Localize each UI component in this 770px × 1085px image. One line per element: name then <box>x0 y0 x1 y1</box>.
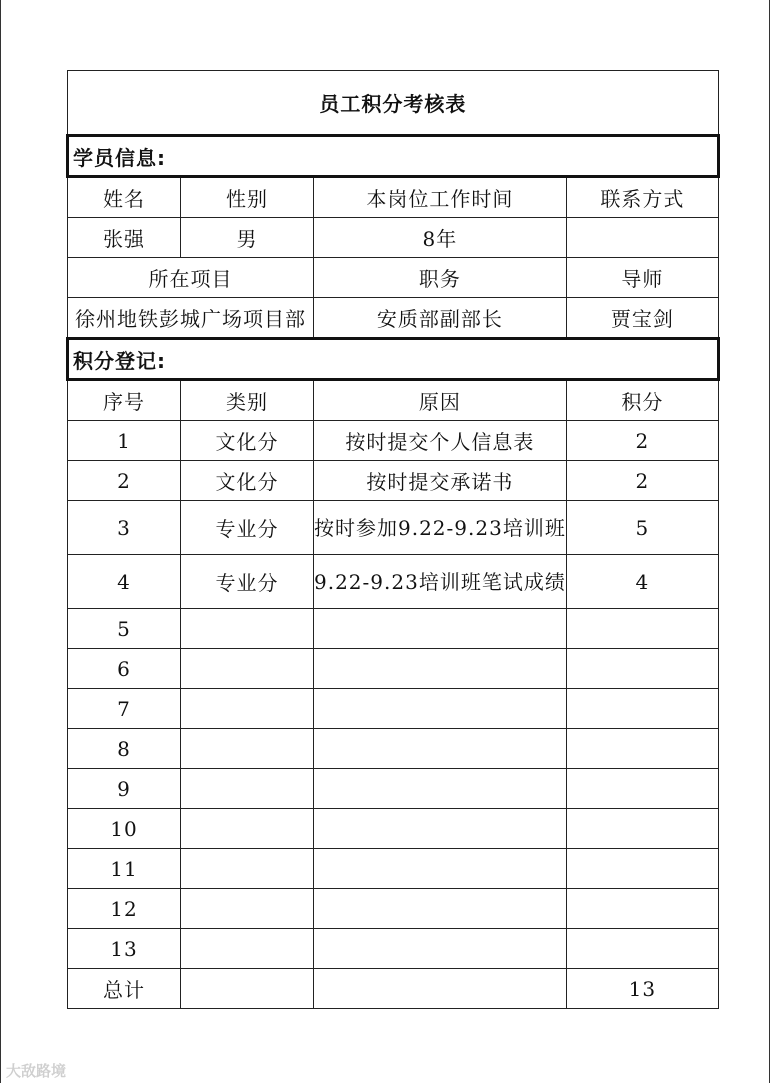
row-no: 6 <box>68 649 181 689</box>
table-row <box>68 889 719 929</box>
table-row <box>68 421 719 461</box>
row-points <box>566 689 718 729</box>
row-points <box>566 609 718 649</box>
watermark-logo: 大敌路境 <box>6 1062 67 1080</box>
table-row <box>68 555 719 609</box>
row-category: 文化分 <box>181 461 314 501</box>
row-category <box>181 769 314 809</box>
table-row <box>68 769 719 809</box>
row-no: 4 <box>68 555 181 609</box>
row-points <box>566 729 718 769</box>
row-points: 2 <box>566 421 718 461</box>
total-row <box>68 969 719 1009</box>
row-no: 5 <box>68 609 181 649</box>
row-category <box>181 849 314 889</box>
total-empty-cell <box>314 969 567 1009</box>
row-no: 1 <box>68 421 181 461</box>
row-reason <box>314 689 567 729</box>
row-reason: 按时参加9.22-9.23培训班 <box>314 501 567 555</box>
row-no: 11 <box>68 849 181 889</box>
row-reason <box>314 609 567 649</box>
row-reason <box>314 889 567 929</box>
total-value: 13 <box>566 969 718 1009</box>
header-reason: 原因 <box>314 380 567 421</box>
header-category: 类别 <box>181 380 314 421</box>
value-position: 安质部副部长 <box>314 298 567 339</box>
row-reason: 按时提交承诺书 <box>314 461 567 501</box>
row-points <box>566 889 718 929</box>
row-points <box>566 649 718 689</box>
row-category <box>181 649 314 689</box>
row-reason <box>314 729 567 769</box>
value-contact <box>566 218 718 258</box>
row-reason <box>314 929 567 969</box>
value-project: 徐州地铁彭城广场项目部 <box>68 298 314 339</box>
row-category <box>181 689 314 729</box>
value-years: 8年 <box>314 218 567 258</box>
header-position: 职务 <box>314 258 567 298</box>
row-reason: 按时提交个人信息表 <box>314 421 567 461</box>
row-no: 3 <box>68 501 181 555</box>
total-label: 总计 <box>68 969 181 1009</box>
row-points: 4 <box>566 555 718 609</box>
row-category <box>181 729 314 769</box>
row-points <box>566 849 718 889</box>
row-category <box>181 809 314 849</box>
header-name: 姓名 <box>68 177 181 218</box>
table-row <box>68 649 719 689</box>
row-points: 5 <box>566 501 718 555</box>
table-row <box>68 609 719 649</box>
row-points <box>566 769 718 809</box>
total-empty-cell <box>181 969 314 1009</box>
header-no: 序号 <box>68 380 181 421</box>
header-gender: 性别 <box>181 177 314 218</box>
row-points <box>566 809 718 849</box>
table-row <box>68 461 719 501</box>
section-student-info: 学员信息: <box>68 136 719 177</box>
score-sheet <box>66 70 720 1009</box>
header-years: 本岗位工作时间 <box>314 177 567 218</box>
row-category <box>181 889 314 929</box>
header-mentor: 导师 <box>566 258 718 298</box>
value-mentor: 贾宝剑 <box>566 298 718 339</box>
row-reason: 9.22-9.23培训班笔试成绩 <box>314 555 567 609</box>
row-category: 专业分 <box>181 501 314 555</box>
row-category: 专业分 <box>181 555 314 609</box>
table-row <box>68 849 719 889</box>
row-no: 8 <box>68 729 181 769</box>
table-row <box>68 929 719 969</box>
table-row <box>68 809 719 849</box>
table-row <box>68 729 719 769</box>
row-points: 2 <box>566 461 718 501</box>
table-row <box>68 501 719 555</box>
row-points <box>566 929 718 969</box>
value-name: 张强 <box>68 218 181 258</box>
row-category <box>181 609 314 649</box>
row-no: 9 <box>68 769 181 809</box>
header-project: 所在项目 <box>68 258 314 298</box>
row-no: 12 <box>68 889 181 929</box>
section-points: 积分登记: <box>68 339 719 380</box>
row-category: 文化分 <box>181 421 314 461</box>
row-no: 7 <box>68 689 181 729</box>
row-reason <box>314 809 567 849</box>
row-no: 13 <box>68 929 181 969</box>
value-gender: 男 <box>181 218 314 258</box>
header-contact: 联系方式 <box>566 177 718 218</box>
row-category <box>181 929 314 969</box>
header-points: 积分 <box>566 380 718 421</box>
row-reason <box>314 649 567 689</box>
sheet-title: 员工积分考核表 <box>68 71 719 136</box>
row-reason <box>314 769 567 809</box>
table-row <box>68 689 719 729</box>
row-reason <box>314 849 567 889</box>
row-no: 10 <box>68 809 181 849</box>
row-no: 2 <box>68 461 181 501</box>
